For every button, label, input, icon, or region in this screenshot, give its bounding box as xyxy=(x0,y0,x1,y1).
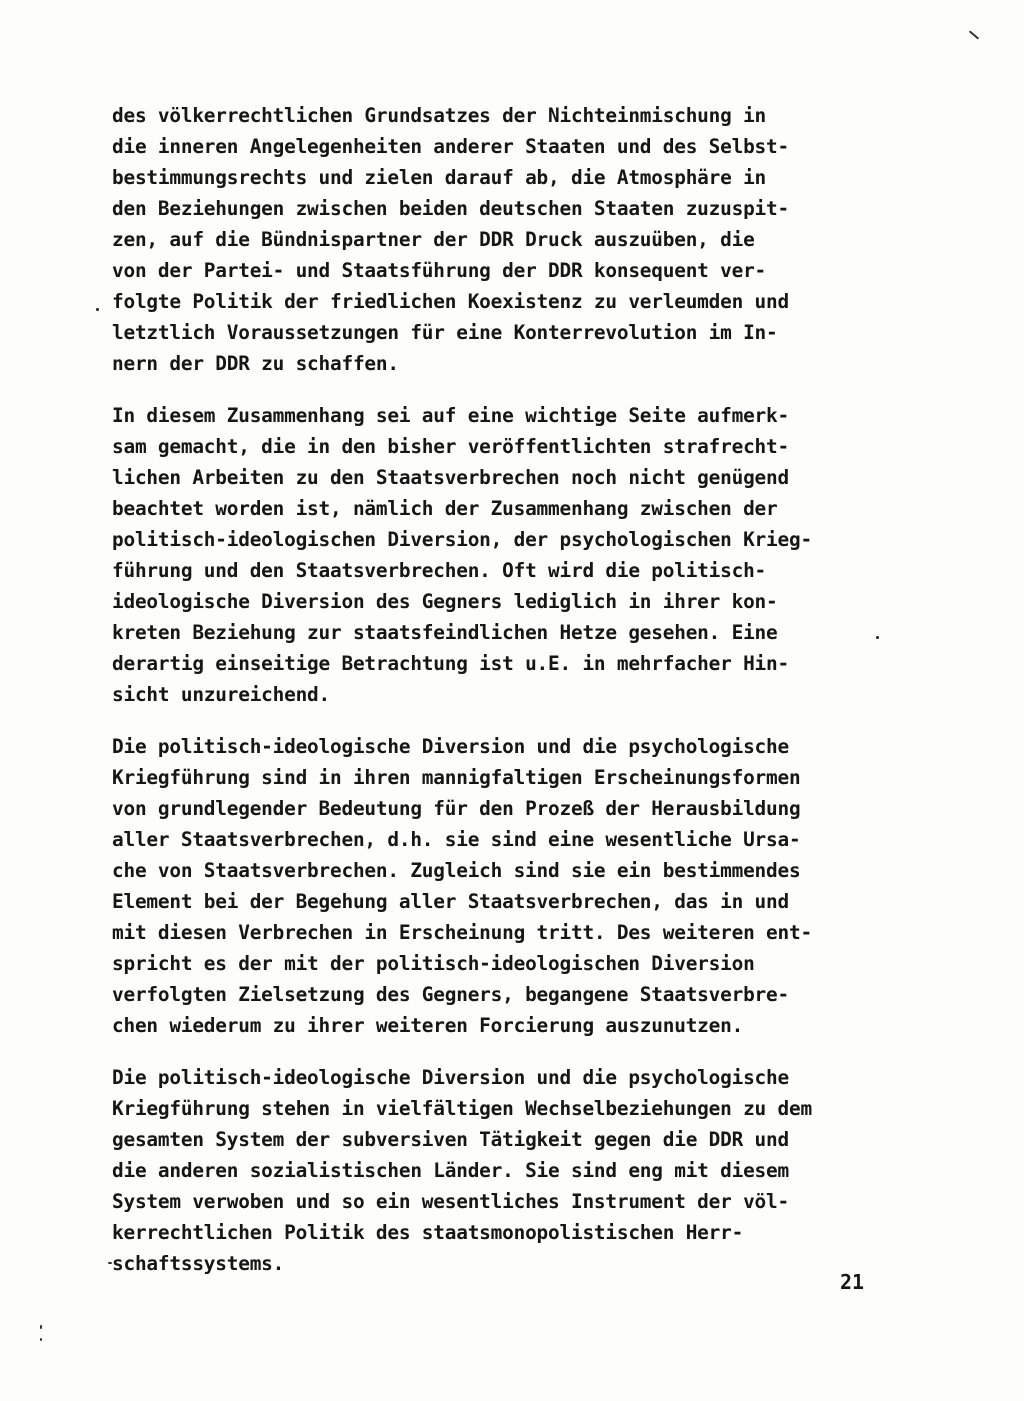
text-line: die anderen sozialistischen Länder. Sie sind eng mit diesem xyxy=(112,1159,789,1182)
text-line: von grundlegender Bedeutung für den Prozeß der Herausbildung xyxy=(112,797,801,820)
text-line: führung und den Staatsverbrechen. Oft wird die politisch- xyxy=(112,559,767,582)
text-line: letztlich Voraussetzungen für eine Konterrevolution im In- xyxy=(112,321,778,344)
paragraph xyxy=(112,100,912,379)
page-number: 21 xyxy=(840,1270,865,1294)
text-line: che von Staatsverbrechen. Zugleich sind sie ein bestimmendes xyxy=(112,859,801,882)
paragraph xyxy=(112,731,912,1041)
text-line: Die politisch-ideologische Diversion und die psychologische xyxy=(112,735,789,758)
text-line: kreten Beziehung zur staatsfeindlichen Hetze gesehen. Eine xyxy=(112,621,778,644)
text-line: gesamten System der subversiven Tätigkeit gegen die DDR und xyxy=(112,1128,789,1151)
text-line: In diesem Zusammenhang sei auf eine wichtige Seite aufmerk- xyxy=(112,404,789,427)
paragraph xyxy=(112,400,912,710)
text-line: verfolgten Zielsetzung des Gegners, begangene Staatsverbre- xyxy=(112,983,789,1006)
text-line: bestimmungsrechts und zielen darauf ab, die Atmosphäre in xyxy=(112,166,767,189)
text-line: sam gemacht, die in den bisher veröffentlichten strafrecht- xyxy=(112,435,789,458)
text-line: Element bei der Begehung aller Staatsverbrechen, das in und xyxy=(112,890,789,913)
scan-mark xyxy=(40,1325,42,1329)
text-line: Kriegführung sind in ihren mannigfaltigen Erscheinungsformen xyxy=(112,766,801,789)
text-line: System verwoben und so ein wesentliches Instrument der völ- xyxy=(112,1190,789,1213)
text-line: derartig einseitige Betrachtung ist u.E. in mehrfacher Hin- xyxy=(112,652,789,675)
paragraph xyxy=(112,1062,912,1279)
scan-mark xyxy=(96,308,99,311)
text-line: beachtet worden ist, nämlich der Zusammenhang zwischen der xyxy=(112,497,778,520)
text-line: den Beziehungen zwischen beiden deutschen Staaten zuzuspit- xyxy=(112,197,789,220)
text-line: kerrechtlichen Politik des staatsmonopolistischen Herr- xyxy=(112,1221,744,1244)
scan-mark xyxy=(40,1338,42,1341)
text-line: aller Staatsverbrechen, d.h. sie sind eine wesentliche Ursa- xyxy=(112,828,801,851)
text-line: zen, auf die Bündnispartner der DDR Druck auszuüben, die xyxy=(112,228,755,251)
text-line: folgte Politik der friedlichen Koexistenz zu verleumden und xyxy=(112,290,789,313)
text-line: des völkerrechtlichen Grundsatzes der Nichteinmischung in xyxy=(112,104,767,127)
text-line: chen wiederum zu ihrer weiteren Forcierung auszunutzen. xyxy=(112,1014,744,1037)
text-line: mit diesen Verbrechen in Erscheinung tritt. Des weiteren ent- xyxy=(112,921,812,944)
text-line: Kriegführung stehen in vielfältigen Wechselbeziehungen zu dem xyxy=(112,1097,812,1120)
text-line: von der Partei- und Staatsführung der DDR konsequent ver- xyxy=(112,259,767,282)
text-line: sicht unzureichend. xyxy=(112,683,331,706)
text-line: die inneren Angelegenheiten anderer Staaten und des Selbst- xyxy=(112,135,789,158)
text-line: ideologische Diversion des Gegners lediglich in ihrer kon- xyxy=(112,590,778,613)
text-line: lichen Arbeiten zu den Staatsverbrechen noch nicht genügend xyxy=(112,466,789,489)
text-line: schaftssystems. xyxy=(112,1252,285,1275)
text-line: Die politisch-ideologische Diversion und die psychologische xyxy=(112,1066,789,1089)
text-line: nern der DDR zu schaffen. xyxy=(112,352,399,375)
text-line: spricht es der mit der politisch-ideologischen Diversion xyxy=(112,952,755,975)
body-text xyxy=(112,100,912,1300)
text-line: politisch-ideologischen Diversion, der psychologischen Krieg- xyxy=(112,528,812,551)
scan-mark xyxy=(969,30,979,39)
